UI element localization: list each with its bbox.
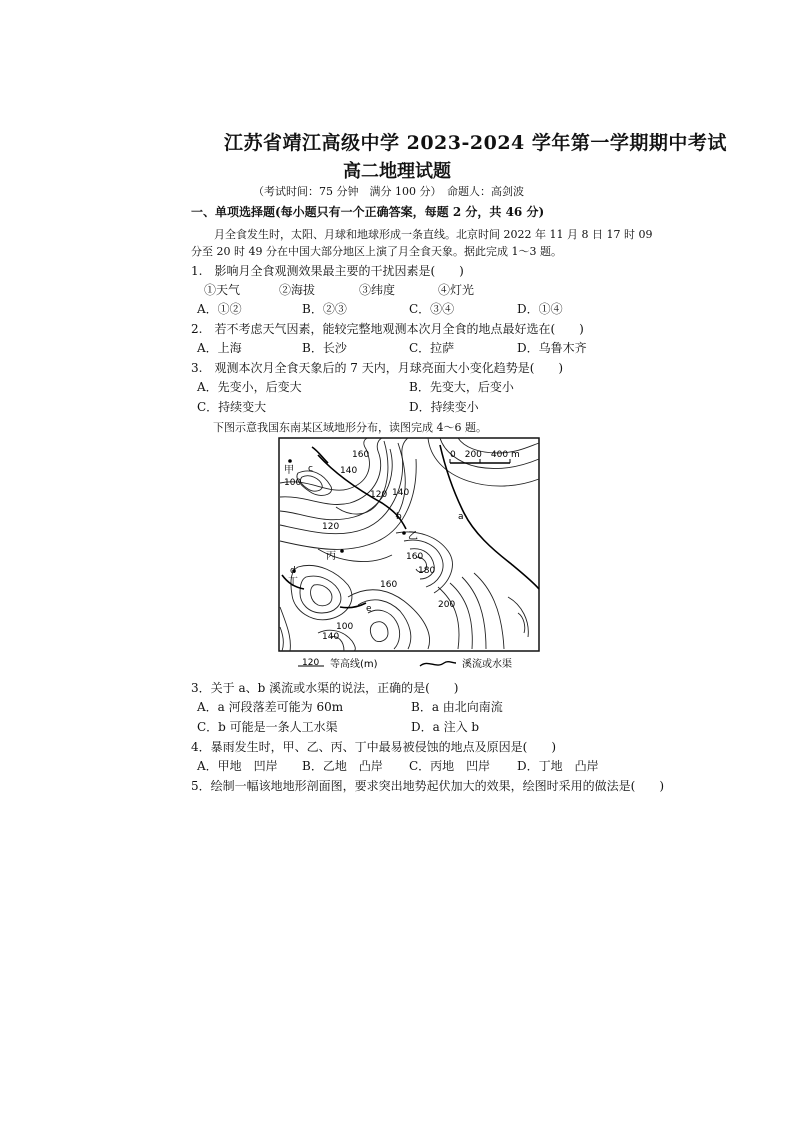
question-1-item: ②海拔 bbox=[279, 283, 316, 297]
question-4-option: D．a 注入 b bbox=[411, 720, 480, 734]
legend-contour-value: 120 bbox=[302, 658, 320, 668]
stream-c bbox=[312, 447, 328, 463]
stream-e bbox=[340, 603, 366, 608]
stream-label-d: d bbox=[290, 566, 296, 576]
question-3-option: B．先变大，后变小 bbox=[409, 380, 514, 394]
stream-label-e: e bbox=[366, 604, 372, 614]
contour-label: 160 bbox=[380, 580, 398, 590]
question-1-option: D．①④ bbox=[517, 302, 563, 316]
place-label-bing: 丙 bbox=[326, 551, 336, 562]
question-5-option: A．甲地 凹岸 bbox=[197, 759, 278, 773]
contour-label: 100 bbox=[284, 478, 302, 488]
contour-label: 200 bbox=[438, 600, 456, 610]
question-5-option: C．丙地 凹岸 bbox=[409, 759, 491, 773]
question-5-option: D．丁地 凸岸 bbox=[517, 759, 599, 773]
question-3-option: A．先变小，后变大 bbox=[197, 380, 302, 394]
contour-map bbox=[278, 437, 540, 652]
question-1-item: ④灯光 bbox=[438, 283, 475, 297]
question-4-option: C．b 可能是一条人工水渠 bbox=[197, 720, 338, 734]
question-1-option: C．③④ bbox=[409, 302, 455, 316]
passage-line-2: 分至 20 时 49 分在中国大部分地区上演了月全食天象。据此完成 1～3 题。 bbox=[191, 245, 562, 258]
question-4-option: A．a 河段落差可能为 60m bbox=[197, 700, 344, 714]
question-6-stem: 5．绘制一幅该地地形剖面图，要求突出地势起伏加大的效果，绘图时采用的做法是( ) bbox=[191, 779, 665, 793]
question-2-option: B．长沙 bbox=[302, 341, 347, 355]
contour-label: 160 bbox=[406, 552, 424, 562]
page-title: 江苏省靖江高级中学 2023-2024 学年第一学期期中考试 bbox=[224, 132, 727, 154]
legend-stream-symbol bbox=[420, 662, 456, 666]
question-2-stem: 2. 若不考虑天气因素，能较完整地观测本次月全食的地点最好选在( ) bbox=[191, 322, 584, 336]
page-subtitle: 高二地理试题 bbox=[343, 161, 451, 182]
contour-lines bbox=[280, 438, 539, 651]
exam-info: （考试时间：75 分钟 满分 100 分） 命题人：高剑波 bbox=[253, 185, 524, 198]
stream-a bbox=[440, 445, 539, 589]
question-5-stem: 4．暴雨发生时，甲、乙、丙、丁中最易被侵蚀的地点及原因是( ) bbox=[191, 740, 557, 754]
contour-label: 120 bbox=[370, 490, 388, 500]
contour-label: 120 bbox=[322, 522, 340, 532]
stream-label-c: c bbox=[308, 464, 313, 474]
contour-label: 100 bbox=[336, 622, 354, 632]
question-3-option: D．持续变小 bbox=[409, 400, 479, 414]
stream-label-b: b bbox=[396, 512, 402, 522]
question-1-stem: 1. 影响月全食观测效果最主要的干扰因素是( ) bbox=[191, 264, 464, 278]
contour-label: 180 bbox=[418, 566, 436, 576]
place-label-jia: 甲 bbox=[284, 465, 294, 476]
legend-contour-text: 等高线(m) bbox=[330, 659, 378, 670]
place-label-ding: 丁 bbox=[288, 577, 298, 588]
question-1-option: B．②③ bbox=[302, 302, 347, 316]
map-legend bbox=[296, 655, 532, 671]
question-1-item: ①天气 bbox=[204, 283, 241, 297]
section-heading: 一、单项选择题(每小题只有一个正确答案，每题 2 分，共 46 分) bbox=[191, 205, 545, 219]
map-intro: 下图示意我国东南某区域地形分布，读图完成 4～6 题。 bbox=[213, 421, 487, 434]
stream-labels bbox=[290, 464, 464, 614]
question-1-item: ③纬度 bbox=[359, 283, 396, 297]
contour-label: 140 bbox=[340, 466, 358, 476]
question-4-option: B．a 由北向南流 bbox=[411, 700, 503, 714]
contour-label: 140 bbox=[392, 488, 410, 498]
passage-line-1: 月全食发生时，太阳、月球和地球形成一条直线。北京时间 2022 年 11 月 8 日 17 时 09 bbox=[214, 228, 653, 241]
scale-label: 0 200 400 m bbox=[450, 450, 520, 460]
contour-label: 160 bbox=[352, 450, 370, 460]
legend-stream-text: 溪流或水渠 bbox=[462, 659, 512, 670]
question-3-stem: 3. 观测本次月全食天象后的 7 天内，月球亮面大小变化趋势是( ) bbox=[191, 361, 564, 375]
question-5-option: B．乙地 凸岸 bbox=[302, 759, 383, 773]
question-4-stem: 3．关于 a、b 溪流或水渠的说法，正确的是( ) bbox=[191, 681, 459, 695]
streams bbox=[282, 445, 539, 608]
question-3-option: C．持续变大 bbox=[197, 400, 267, 414]
place-label-yi: 乙 bbox=[408, 531, 418, 542]
stream-label-a: a bbox=[458, 512, 464, 522]
contour-label: 140 bbox=[322, 632, 340, 642]
question-1-option: A．①② bbox=[197, 302, 242, 316]
question-2-option: A．上海 bbox=[197, 341, 242, 355]
question-2-option: D．乌鲁木齐 bbox=[517, 341, 587, 355]
question-2-option: C．拉萨 bbox=[409, 341, 455, 355]
